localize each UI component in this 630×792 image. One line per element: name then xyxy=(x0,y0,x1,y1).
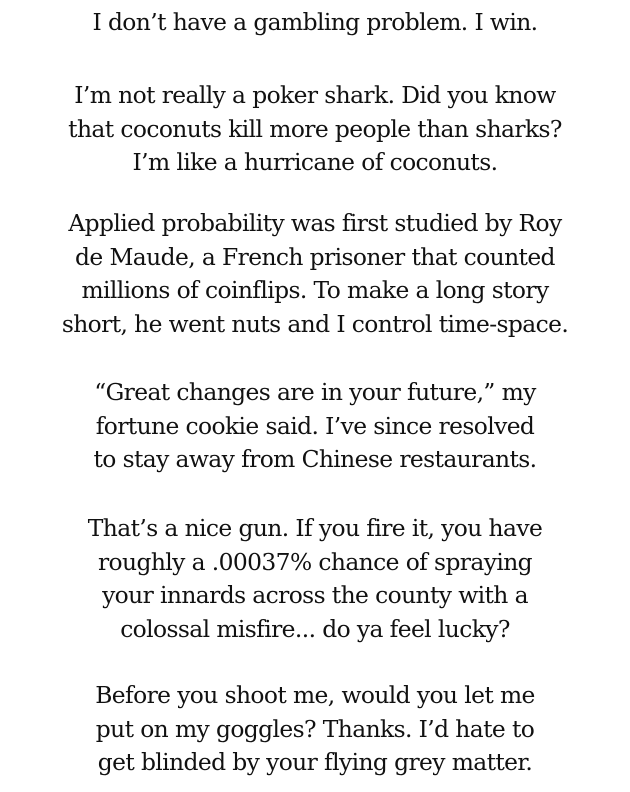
text-line: I’m like a hurricane of coconuts. xyxy=(132,148,498,176)
text-line: Applied probability was first studied by Roy xyxy=(68,209,562,237)
text-line: put on my goggles? Thanks. I’d hate to xyxy=(95,714,535,743)
text-line: I don’t have a gambling problem. I win. xyxy=(92,8,538,36)
text-line: roughly a .00037% chance of spraying xyxy=(97,547,533,576)
text-line: that coconuts kill more people than sharks? xyxy=(68,114,562,143)
paragraph-nice-gun xyxy=(0,512,630,646)
text-line: to stay away from Chinese restaurants. xyxy=(93,445,537,473)
text-line: That’s a nice gun. If you fire it, you have xyxy=(87,514,543,542)
text-line: fortune cookie said. I’ve since resolved xyxy=(95,411,535,440)
paragraph-poker-shark xyxy=(0,79,630,180)
paragraph-fortune-cookie xyxy=(0,376,630,477)
text-line: “Great changes are in your future,” my xyxy=(94,378,536,406)
text-line: colossal misfire... do ya feel lucky? xyxy=(120,614,510,643)
text-line: Before you shoot me, would you let me xyxy=(95,681,535,709)
text-line: I’m not really a poker shark. Did you know xyxy=(74,81,556,109)
text-line: short, he went nuts and I control time-space. xyxy=(61,309,569,338)
text-line: your innards across the county with a xyxy=(102,581,528,609)
paragraph-gambling xyxy=(0,6,630,40)
paragraph-goggles xyxy=(0,679,630,780)
text-line: de Maude, a French prisoner that counted xyxy=(75,242,555,271)
text-line: get blinded by your flying grey matter. xyxy=(97,748,533,776)
paragraph-applied-probability xyxy=(0,207,630,341)
text-line: millions of coinflips. To make a long story xyxy=(81,276,549,304)
